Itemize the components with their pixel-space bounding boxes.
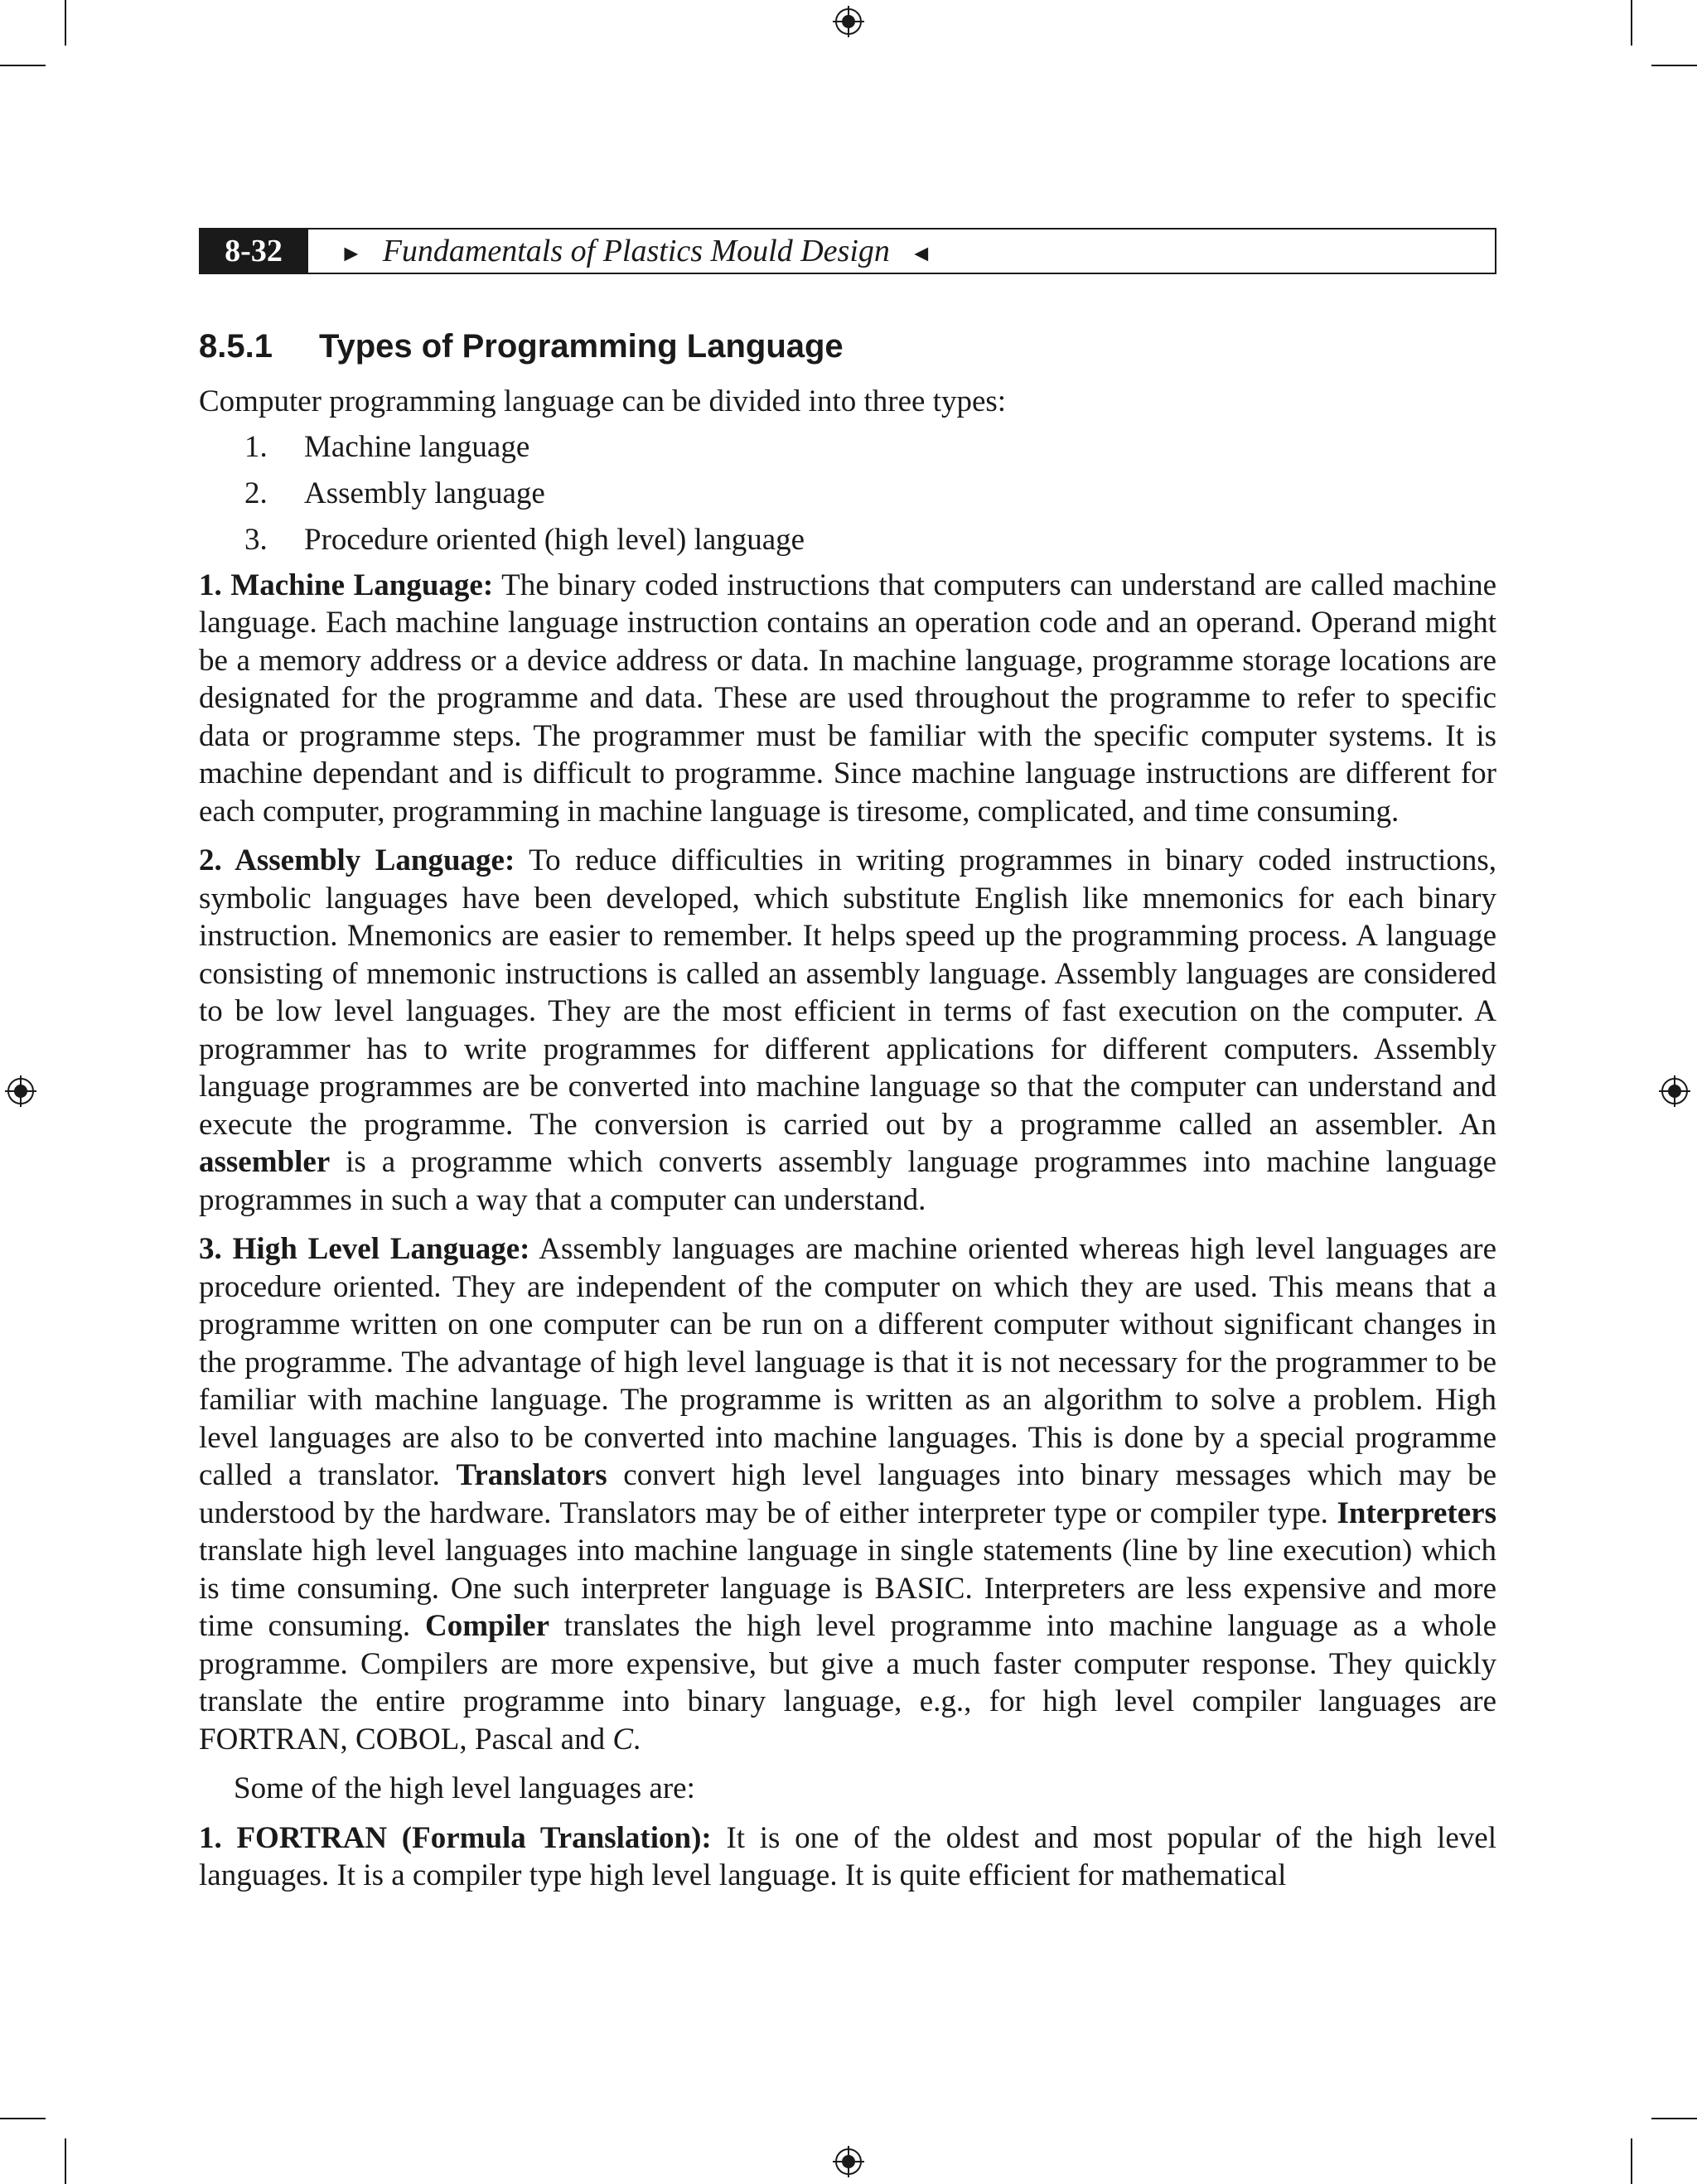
page-body [199,321,1496,1906]
term-translators: Translators [456,1458,607,1492]
running-head [199,228,1496,274]
crop-mark [65,0,66,46]
page-number: 8-32 [199,228,308,274]
arrow-right-icon: ► [340,241,363,267]
intro-paragraph: Computer programming language can be divided into three types: [199,384,1007,418]
section-number: 8.5.1 [199,328,273,365]
fortran-paragraph: 1. FORTRAN (Formula Translation): It is one of the oldest and most popular of the high level languages. It is a compiler type high level language. It is quite efficient for mathematical [199,1820,1496,1892]
paragraph-lead: 2. Assembly Language: [199,843,515,877]
list-item: 1. Machine language [244,429,530,464]
arrow-left-icon: ◄ [909,241,933,267]
registration-mark-icon [833,2146,864,2177]
crop-mark [1631,0,1632,46]
section-heading [199,321,1496,371]
crop-mark [1651,65,1697,66]
assembly-language-paragraph: 2. Assembly Language: To reduce difficulties in writing programmes in binary coded instructions, symbolic languages have been developed, which substitute English like mnemonics for each binary instruction. Mnemonics are easier to remember. It helps speed up the programming process. A language consisting of mnemonic instructions is called an assembly language. Assembly languages are considered to be low level languages. They are the most efficient in terms of fast execution on the computer. A programmer has to write programmes for different applications for different computers. Assembly language programmes are be converted into machine language so that the computer can understand and execute the programme. The conversion is carried out by a programme called an assembler. An assembler is a programme which converts assembly language programmes into machine language programmes in such a way that a computer can understand. [199,843,1496,1217]
crop-mark [1631,2138,1632,2184]
list-item: 2. Assembly language [244,476,545,510]
paragraph-lead: 3. High Level Language: [199,1232,530,1266]
crop-mark [65,2138,66,2184]
term-assembler: assembler [199,1145,331,1179]
crop-mark [0,2118,46,2119]
registration-mark-icon [1659,1075,1690,1107]
paragraph-lead: 1. Machine Language: [199,568,494,602]
registration-mark-icon [833,6,864,37]
book-title-line [340,230,933,273]
crop-mark [0,65,46,66]
registration-mark-icon [5,1075,36,1107]
term-interpreters: Interpreters [1337,1495,1496,1530]
section-title: Types of Programming Language [319,328,844,365]
some-languages-line: Some of the high level languages are: [234,1771,695,1805]
crop-mark [1651,2118,1697,2119]
machine-language-paragraph: 1. Machine Language: The binary coded instructions that computers can understand are called machine language. Each machine language instruction contains an operation code and an operand. Operand might be a memory address or a device address or data. In machine language, programme storage locations are designated for the programme and data. These are used throughout the programme to refer to specific data or programme steps. The programmer must be familiar with the specific computer systems. It is machine dependant and is difficult to programme. Since machine language instructions are different for each computer, programming in machine language is tiresome, complicated, and time consuming. [199,568,1497,829]
list-item: 3. Procedure oriented (high level) language [244,522,805,557]
paragraph-lead: 1. FORTRAN (Formula Translation): [199,1820,712,1855]
high-level-language-paragraph: 3. High Level Language: Assembly languages are machine oriented whereas high level languages are procedure oriented. They are independent of the computer on which they are used. This means that a programme written on one computer can be run on a different computer without significant changes in the programme. The advantage of high level language is that it is not necessary for the programmer to be familiar with machine language. The programme is written as an algorithm to solve a problem. High level languages are also to be converted into machine languages. This is done by a special programme called a translator. Translators convert high level languages into binary messages which may be understood by the hardware. Translators may be of either interpreter type or compiler type. Interpreters translate high level languages into machine language in single statements (line by line execution) which is time consuming. One such interpreter language is BASIC. Interpreters are less expensive and more time consuming. Compiler translates the high level programme into machine language as a whole programme. Compilers are more expensive, but give a much faster computer response. They quickly translate the entire programme into binary language, e.g., for high level compiler languages are FORTRAN, COBOL, Pascal and C. [199,1232,1496,1756]
c-language: C [612,1722,634,1756]
types-list [199,424,1496,563]
term-compiler: Compiler [424,1609,550,1643]
book-title: Fundamentals of Plastics Mould Design [382,234,890,268]
